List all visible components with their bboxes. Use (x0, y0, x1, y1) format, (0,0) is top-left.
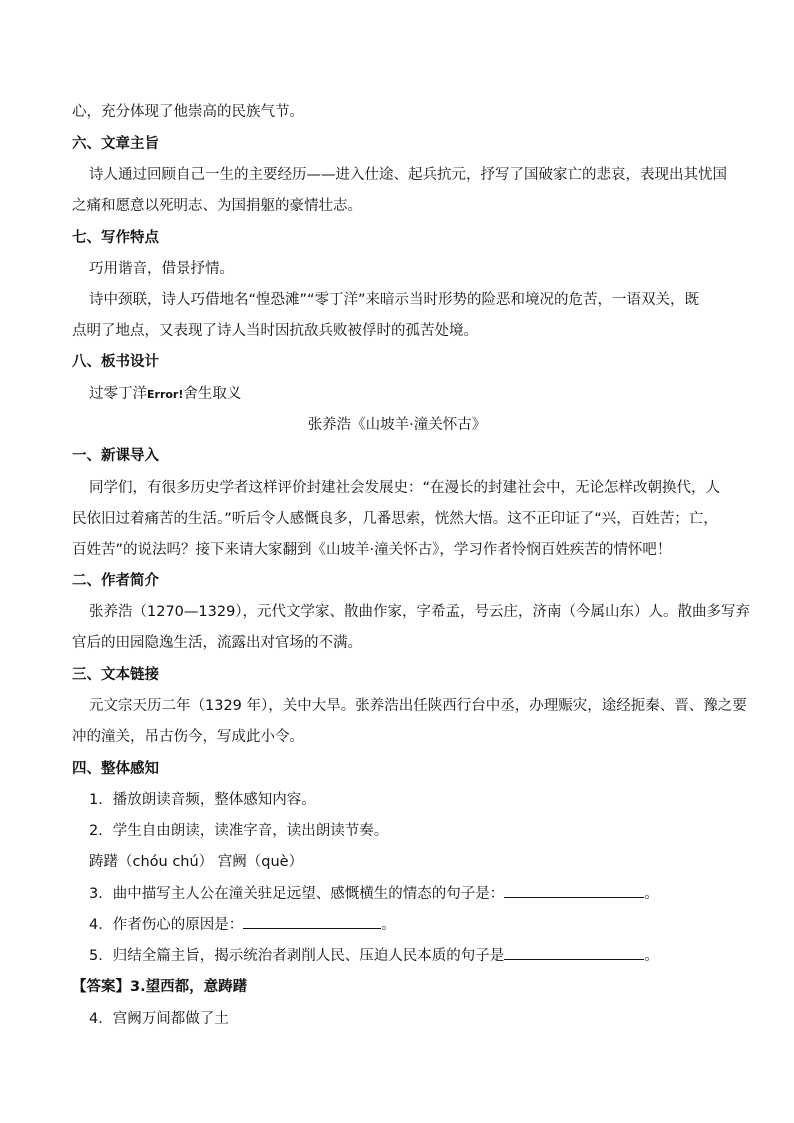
question-2: 2．学生自由朗读，读准字音，读出朗读节奏。 (89, 823, 389, 839)
question-3 (89, 884, 659, 904)
question-5-end: 。 (644, 948, 659, 964)
question-3-end: 。 (644, 886, 659, 902)
section-heading-4: 四、整体感知 (72, 761, 159, 777)
paragraph-line: 冲的潼关，吊古伤今，写成此小令。 (72, 729, 304, 745)
question-5 (89, 946, 659, 966)
section-heading-7: 七、写作特点 (72, 230, 159, 246)
paragraph-line: 民依旧过着痛苦的生活。”听后令人感慨良多，几番思索，恍然大悟。这不正印证了“兴，百姓苦；亡， (72, 511, 718, 527)
section-heading-1: 一、新课导入 (72, 448, 159, 464)
paragraph-line: 之痛和愿意以死明志、为国捐躯的豪情壮志。 (72, 198, 362, 214)
answer-blank[interactable] (243, 915, 381, 929)
question-3-text: 3．曲中描写主人公在潼关驻足远望、感慨横生的情态的句子是： (89, 886, 505, 902)
error-field-code: Error! (147, 388, 184, 401)
section-heading-3: 三、文本链接 (72, 667, 159, 683)
answer-tag: 【答案】 (72, 979, 130, 995)
paragraph-line: 官后的田园隐逸生活，流露出对官场的不满。 (72, 635, 362, 651)
answer-blank[interactable] (504, 946, 644, 960)
board-design-line (89, 384, 241, 405)
pinyin-line: 踌躇（chóu chú） 宫阙（què） (89, 854, 304, 870)
question-1: 1．播放朗读音频，整体感知内容。 (89, 792, 316, 808)
paragraph-line: 点明了地点，又表现了诗人当时因抗敌兵败被俘时的孤苦处境。 (72, 323, 478, 339)
answer-line (72, 977, 247, 997)
answer-3: 3.望西都，意踌躇 (130, 979, 248, 995)
answer-4: 4．宫阙万间都做了土 (89, 1011, 229, 1027)
question-4 (89, 915, 396, 935)
paragraph-line: 诗人通过回顾自己一生的主要经历——进入仕途、起兵抗元，抒写了国破家亡的悲哀，表现出其忧国 (89, 167, 727, 183)
lesson-title: 张养浩《山坡羊·潼关怀古》 (307, 417, 487, 433)
paragraph-line: 百姓苦”的说法吗？接下来请大家翻到《山坡羊·潼关怀古》，学习作者怜悯百姓疾苦的情怀吧！ (72, 542, 672, 558)
section-heading-8: 八、板书设计 (72, 354, 159, 370)
board-text-b: 舍生取义 (183, 386, 242, 402)
paragraph-line: 巧用谐音，借景抒情。 (89, 261, 234, 277)
paragraph-line: 同学们，有很多历史学者这样评价封建社会发展史：“在漫长的封建社会中，无论怎样改朝换代，人 (89, 480, 721, 496)
paragraph-line: 诗中颈联，诗人巧借地名“惶恐滩”“零丁洋”来暗示当时形势的险恶和境况的危苦，一语双关，既 (89, 292, 700, 308)
answer-blank[interactable] (504, 884, 644, 898)
board-text-a: 过零丁洋 (89, 386, 147, 402)
question-5-text: 5．归结全篇主旨，揭示统治者剥削人民、压迫人民本质的句子是 (89, 948, 505, 964)
section-heading-6: 六、文章主旨 (72, 136, 159, 152)
question-4-text: 4．作者伤心的原因是： (89, 917, 244, 933)
paragraph-line: 张养浩（1270—1329），元代文学家、散曲作家，字希孟，号云庄，济南（今属山东）人。散曲多写弃 (89, 604, 751, 620)
paragraph-continuation: 心，充分体现了他崇高的民族气节。 (72, 104, 304, 120)
section-heading-2: 二、作者简介 (72, 573, 159, 589)
paragraph-line: 元文宗天历二年（1329 年），关中大旱。张养浩出任陕西行台中丞，办理赈灾，途经扼秦、晋、豫之要 (89, 698, 747, 714)
question-4-end: 。 (381, 917, 396, 933)
